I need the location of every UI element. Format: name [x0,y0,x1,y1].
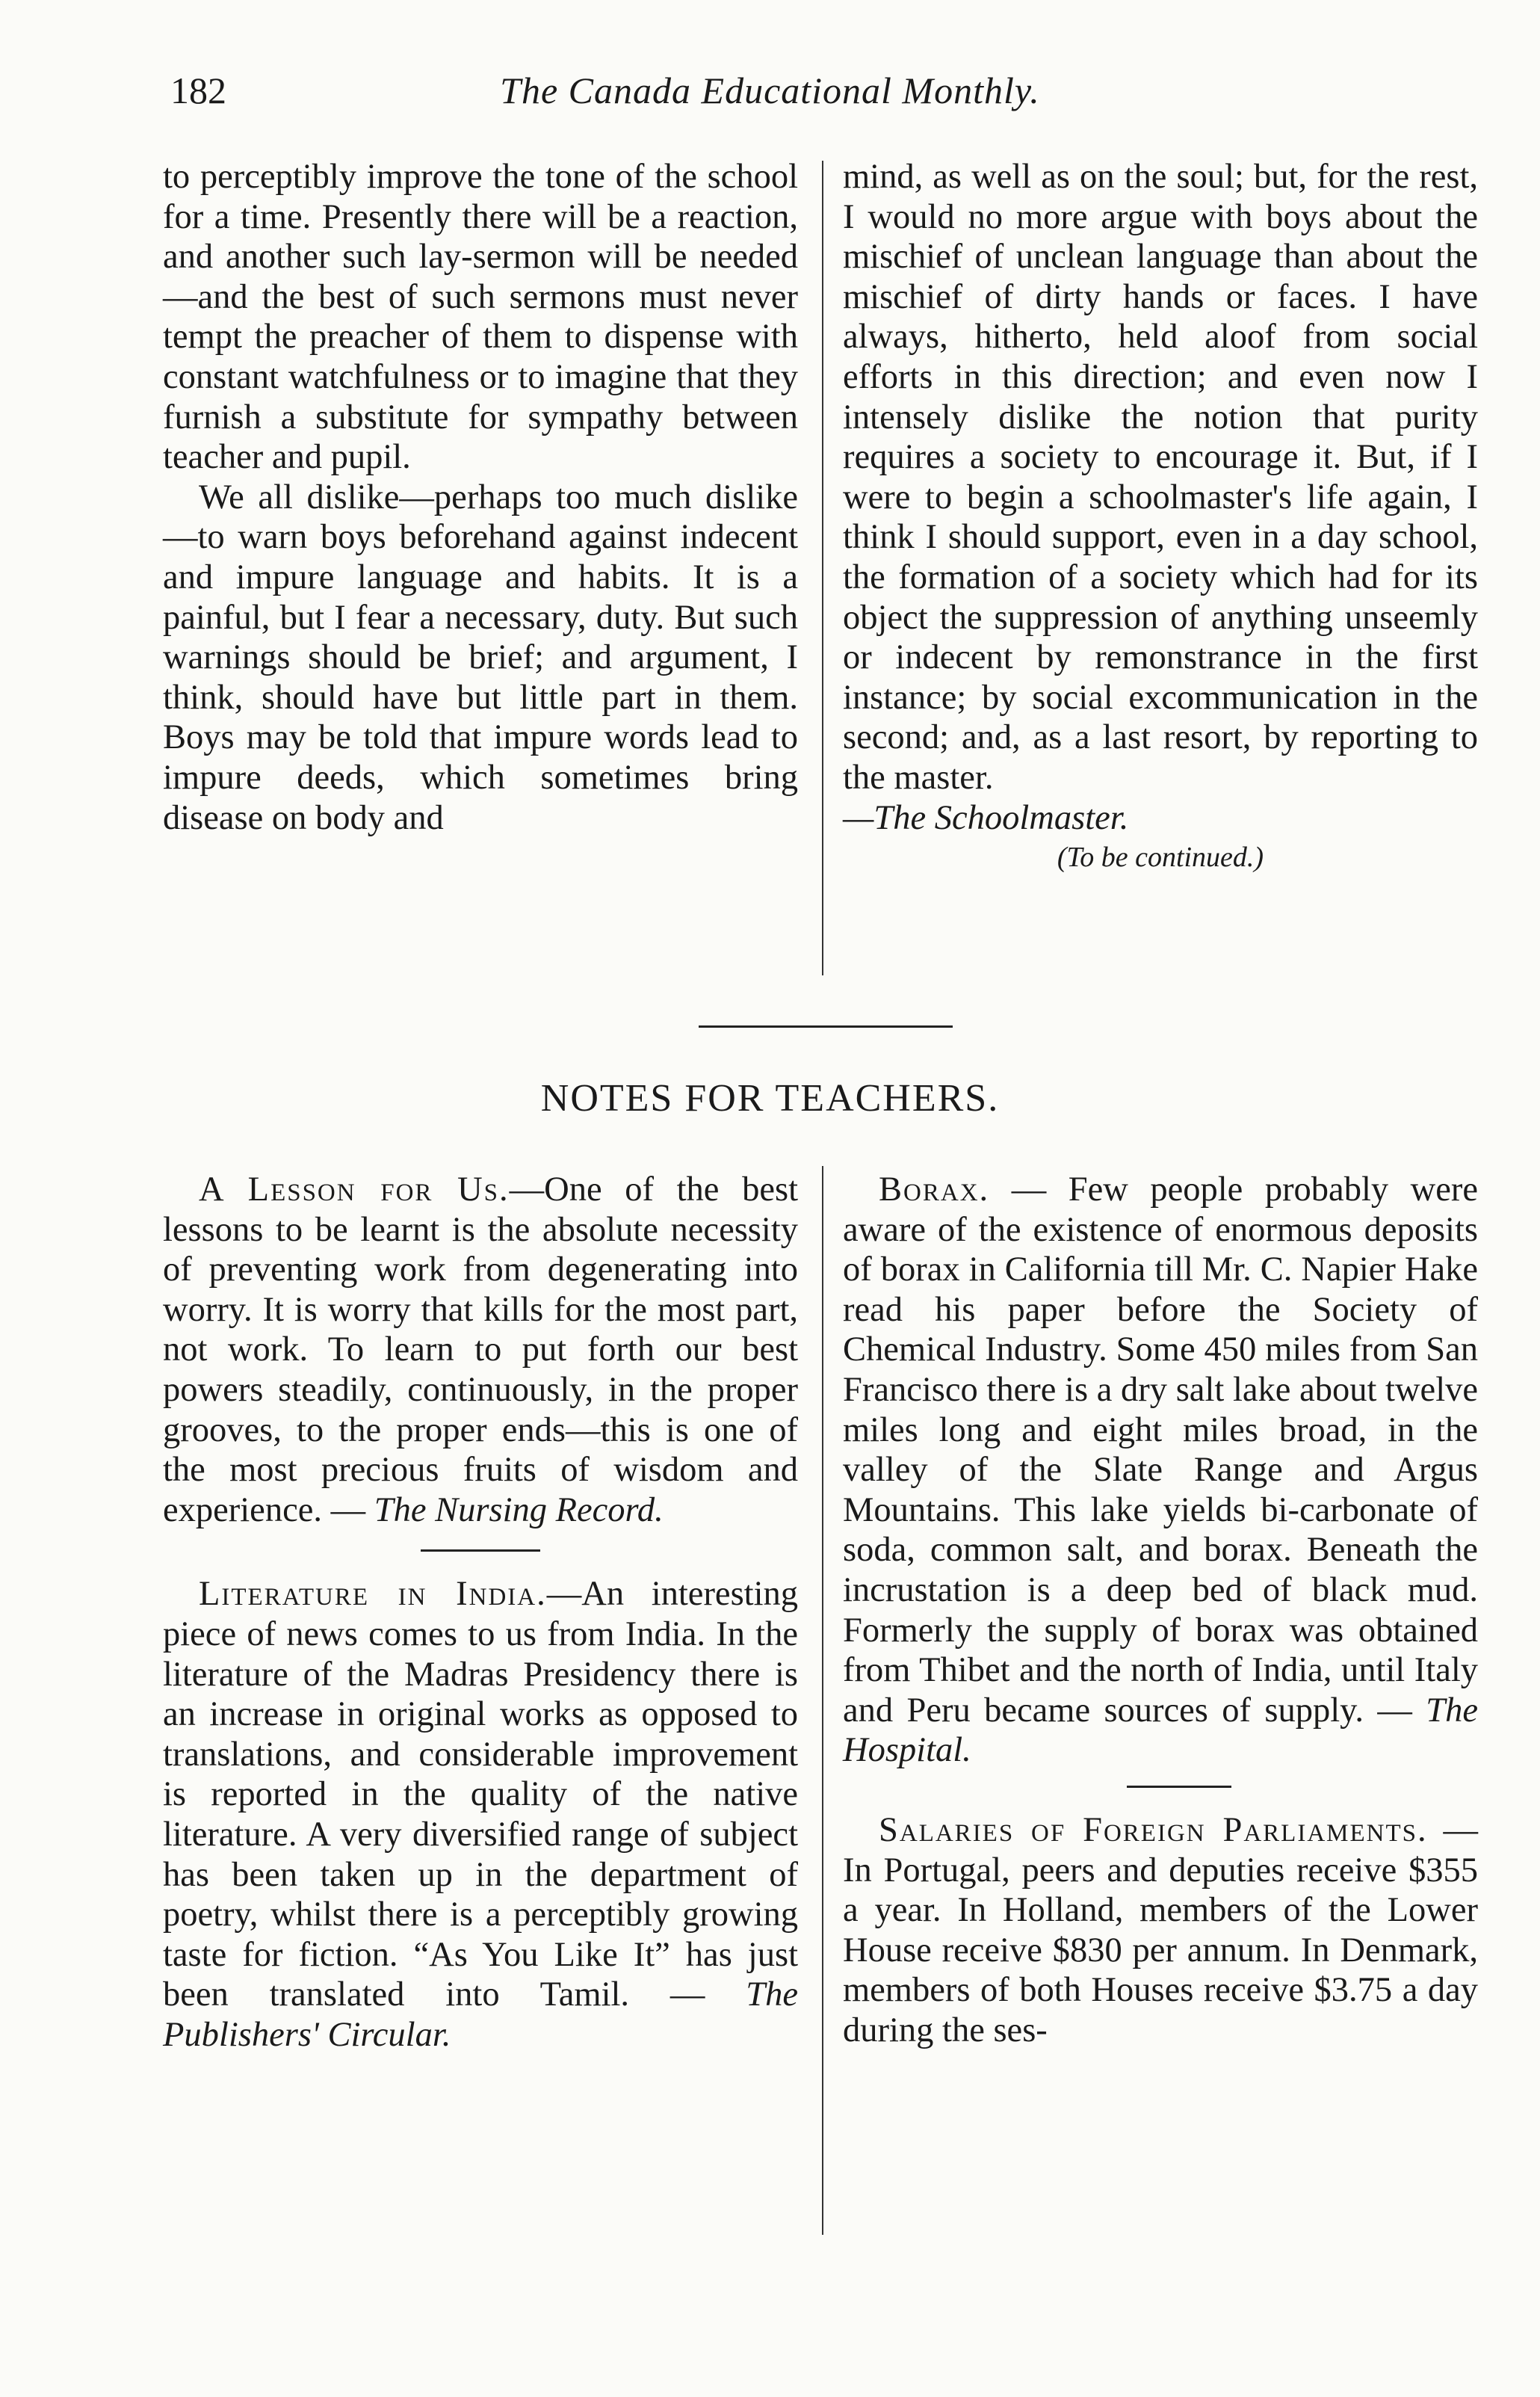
notes-left-column [163,1170,798,2055]
note-text: —One of the best lessons to be learnt is the absolute necessity of preventing work from degenerating into worry. It is worry that kills for the most part, not work. To learn to put forth our best powers steadily, continuously, in the proper grooves, to the proper ends—this is one of the most precious fruits of wisdom and experience. — [163,1170,798,1529]
paragraph-text: mind, as well as on the soul; but, for the rest, I would no more argue with boys about the mischief of unclean language than about the mischief of dirty hands or faces. I have always, hitherto, held aloof from social efforts in this direction; and even now I intensely dislike the notion that purity requires a society to encourage it. But, if I were to begin a schoolmaster's life again, I think I should support, even in a day school, the formation of a society which had for its object the suppression of anything unseemly or indecent by remonstrance in the first instance; by social excommunication in the second; and, as a last resort, by reporting to the master. [843,158,1478,797]
note-source: The Hospital. [843,1691,1478,1770]
continued-note: (To be continued.) [1057,842,1264,874]
paragraph: We all dislike—perhaps too much dislike—to warn boys beforehand against indecent and impure language and habits. It is a painful, but I fear a necessary, duty. But such warnings should be brief; and argument, I think, should have but little part in them. Boys may be told that impure words lead to impure deeds, which sometimes bring disease on body and [163,478,798,837]
paragraph: to perceptibly improve the tone of the school for a time. Presently there will be a reaction, and another such lay-sermon will be needed—and the best of such sermons must never tempt the preacher of them to dispense with constant watchfulness or to imagine that they furnish a substitute for sympathy between teacher and pupil. [163,158,798,477]
note-heading: Literature in India. [199,1575,547,1614]
notes-right-column [843,1170,1478,2050]
note-text: —An interesting piece of news comes to us from India. In the literature of the Madras Presidency there is an increase in original works as opposed to translations, and considerable improvement is reported in the quality of the native literature. A very diversified range of subject has been taken up in the department of poetry, whilst there is a perceptibly growing taste for fiction. “As You Like It” has just been translated into Tamil. — [163,1575,799,2014]
note-heading: A Lesson for Us. [199,1170,510,1209]
note-divider [1127,1786,1231,1788]
column-divider [822,161,823,975]
page-number: 182 [170,70,226,111]
note-text: — In Portugal, peers and deputies receive $355 a year. In Holland, members of the Lower House receive $830 per annum. In Denmark, members of both Houses receive $3.75 a day during the ses- [843,1810,1479,2049]
note-literature [163,1574,798,2055]
note-borax [843,1170,1478,1771]
note-source: The Nursing Record. [374,1490,664,1529]
note-heading: Salaries of Foreign Parliaments. [879,1810,1428,1849]
note-heading: Borax. [879,1170,990,1209]
note-divider [421,1549,540,1552]
section-divider [699,1025,953,1028]
continued-article-right-column [843,157,1478,878]
journal-title: The Canada Educational Monthly. [500,70,1040,111]
column-divider [822,1166,823,2235]
page-header [0,69,1540,129]
section-title: NOTES FOR TEACHERS. [540,1077,1000,1120]
note-salaries [843,1810,1478,2051]
note-source: The Publishers' Circular. [163,1975,798,2054]
note-text: — Few people probably were aware of the existence of enormous deposits of borax in California till Mr. C. Napier Hake read his paper before the Society of Chemical Industry. Some 450 miles from San Francisco there is a dry salt lake about twelve miles long and eight miles broad, in the valley of the Slate Range and Argus Mountains. This lake yields bi-carbonate of soda, common salt, and borax. Beneath the incrustation is a deep bed of black mud. Formerly the supply of borax was obtained from Thibet and the north of India, until Italy and Peru became sources of supply. — [843,1170,1478,1730]
paragraph [843,157,1478,838]
article-source: —The Schoolmaster. [843,798,1129,837]
continued-article-left-column [163,157,798,838]
note-lesson [163,1170,798,1530]
